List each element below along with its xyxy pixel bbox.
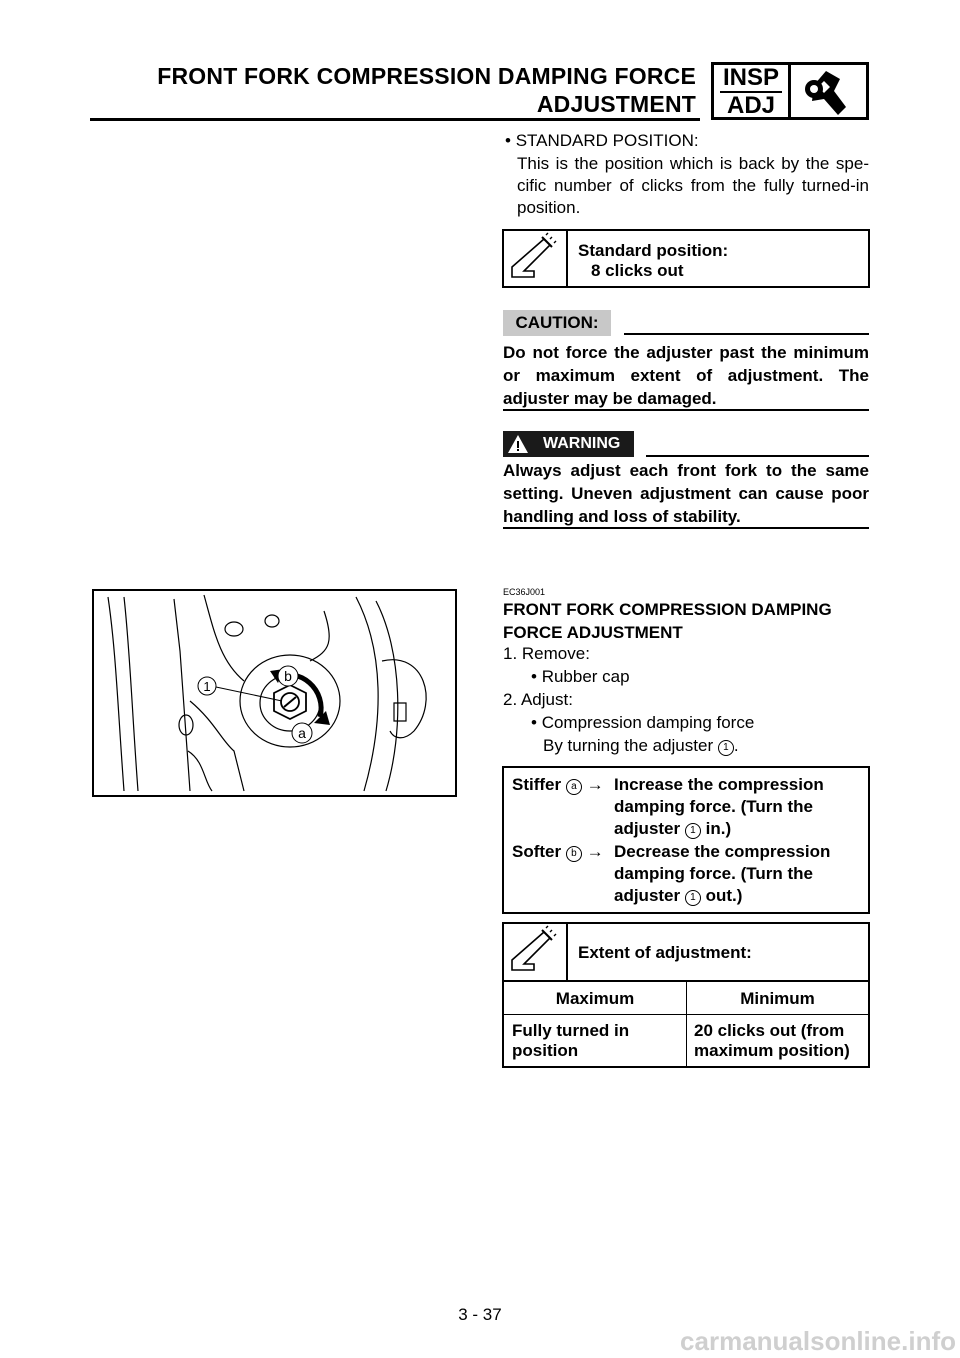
step-1-item: • Rubber cap [531,667,630,686]
step-2-detail: By turning the adjuster 1 . [543,736,739,755]
caution-text: Do not force the adjuster past the minimum or maximum extent of adjustment. The adjuster may be damaged. [503,343,869,408]
figure-label-1: 1 [203,679,211,694]
warning-triangle-icon [507,433,529,455]
warning-top-rule [646,455,869,457]
direction-table [502,766,870,914]
step-1: 1. Remove: [503,644,590,663]
col-minimum: Minimum [740,989,815,1008]
caution-label: CAUTION: [503,310,611,336]
page-header-title [157,62,696,118]
figure-label-a: a [298,725,306,741]
standard-position-spec-box [502,229,870,288]
ref-1: 1 [718,740,734,756]
spec-label: Standard position: [578,241,729,260]
header-rule [90,118,700,121]
warning-bottom-rule [503,527,869,529]
spec-value: 8 clicks out [591,261,684,280]
badge-line2: ADJ [726,92,775,119]
step-2-item: • Compression damping force [531,713,755,732]
maximum-value: Fully turned in position [512,1021,630,1060]
wrench-icon [791,62,869,120]
extent-of-adjustment-table [502,922,870,1068]
watermark: carmanualsonline.info [680,1326,956,1356]
caution-top-rule [624,333,869,335]
warning-text: Always adjust each front fork to the same setting. Uneven adjustment can cause poor handling and loss of stability. [503,461,869,526]
caliper-icon [504,231,568,286]
adjuster-figure [92,589,457,797]
standard-position-title: STANDARD POSITION: [515,131,699,150]
standard-position-bullet: • STANDARD POSITION: [505,131,699,150]
warning-label [503,431,634,457]
standard-position-description: This is the position which is back by the spe-cific number of clicks from the fully turned-in position. [517,154,869,217]
figure-label-b: b [284,668,292,684]
stiffer-description: Increase the compression damping force. (Turn the adjuster 1 in.) [614,775,824,838]
caliper-icon [504,924,568,980]
extent-title: Extent of adjustment: [578,943,752,962]
section-title [503,598,832,644]
caution-bottom-rule [503,409,869,411]
badge-line1: INSP [720,65,782,93]
page-number: 3 - 37 [458,1305,502,1324]
section-code: EC36J001 [503,587,546,597]
header-title-line2: ADJUSTMENT [536,91,696,117]
section-title-line2: FORCE ADJUSTMENT [503,623,683,642]
ref-b: b [566,846,582,862]
col-maximum: Maximum [555,989,635,1008]
step-2: 2. Adjust: [503,690,573,709]
section-title-line1: FRONT FORK COMPRESSION DAMPING [503,600,832,619]
warning-label-text: WARNING [543,435,621,452]
header-title-line1: FRONT FORK COMPRESSION DAMPING FORCE [157,63,696,89]
ref-a: a [566,779,582,795]
section-badge [711,62,791,120]
stiffer-row: Stiffer a → [512,775,604,794]
fork-illustration [94,591,455,795]
minimum-value: 20 clicks out (from maximum position) [694,1021,850,1060]
softer-description: Decrease the compression damping force. (Turn the adjuster 1 out.) [614,842,831,905]
softer-row: Softer b → [512,842,604,861]
